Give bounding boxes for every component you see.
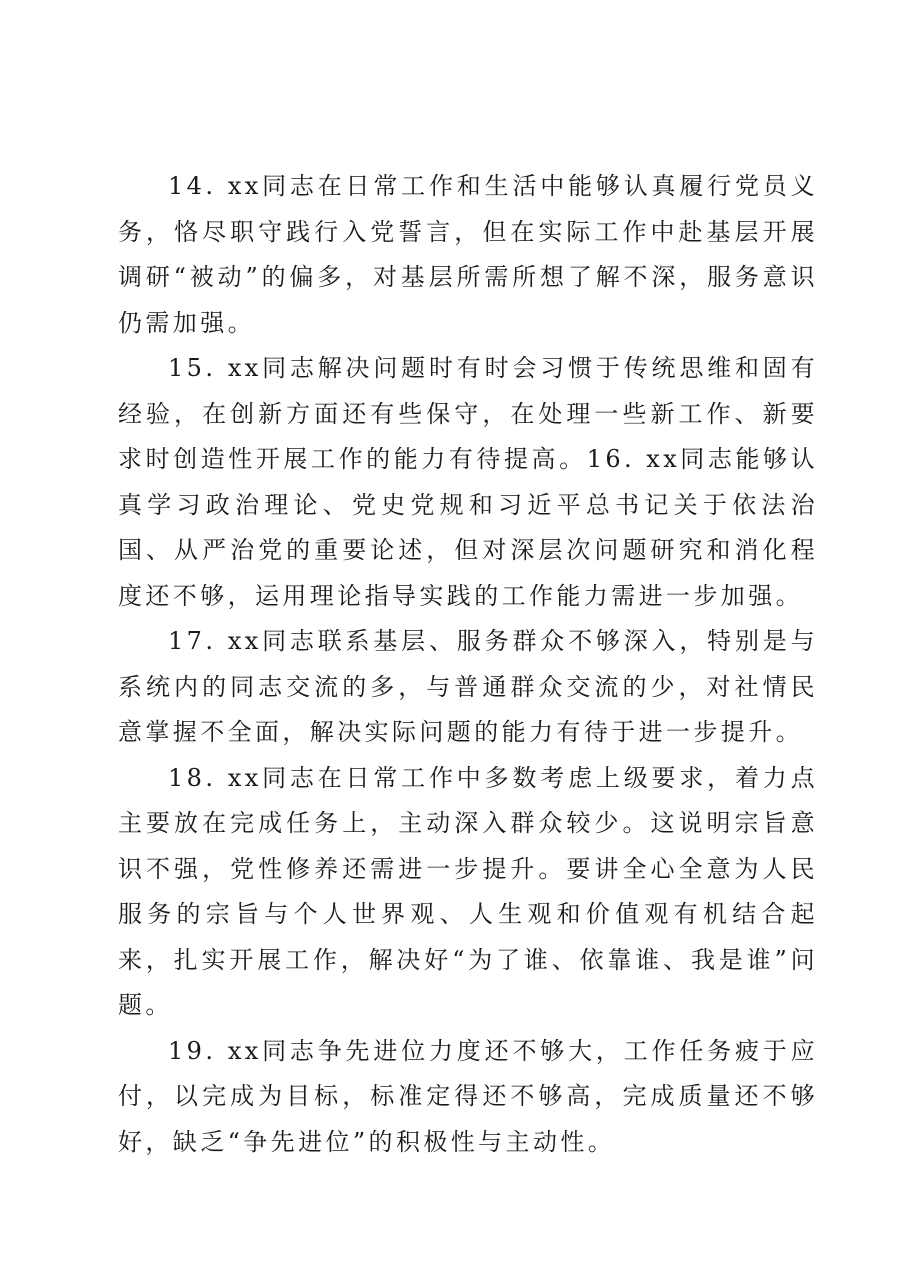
paragraph-17: 17. xx同志联系基层、服务群众不够深入，特别是与系统内的同志交流的多，与普通群众交流的少，对社情民意掌握不全面，解决实际问题的能力有待于进一步提升。 (118, 627, 818, 746)
paragraph-19: 19. xx同志争先进位力度还不够大，工作任务疲于应付，以完成为目标，标准定得还不够高，完成质量还不够好，缺乏“争先进位”的积极性与主动性。 (118, 1036, 818, 1156)
paragraph-15-16: 15. xx同志解决问题时有时会习惯于传统思维和固有经验，在创新方面还有些保守，在处理一些新工作、新要求时创造性开展工作的能力有待提高。16. xx同志能够认真学习政治理论、党史党规和习近平总书记关于依法治国、从严治党的重要论述，但对深层次问题研究和消化程度还不够，运用理论指导实践的工作能力需进一步加强。 (118, 354, 818, 610)
paragraph-18: 18. xx同志在日常工作中多数考虑上级要求，着力点主要放在完成任务上，主动深入群众较少。这说明宗旨意识不强，党性修养还需进一步提升。要讲全心全意为人民服务的宗旨与个人世界观、人生观和价值观有机结合起来，扎实开展工作，解决好“为了谁、依靠谁、我是谁”问题。 (118, 763, 818, 1019)
paragraph-14: 14. xx同志在日常工作和生活中能够认真履行党员义务，恪尽职守践行入党誓言，但在实际工作中赴基层开展调研“被动”的偏多，对基层所需所想了解不深，服务意识仍需加强。 (118, 172, 818, 337)
document-body (118, 164, 818, 1165)
